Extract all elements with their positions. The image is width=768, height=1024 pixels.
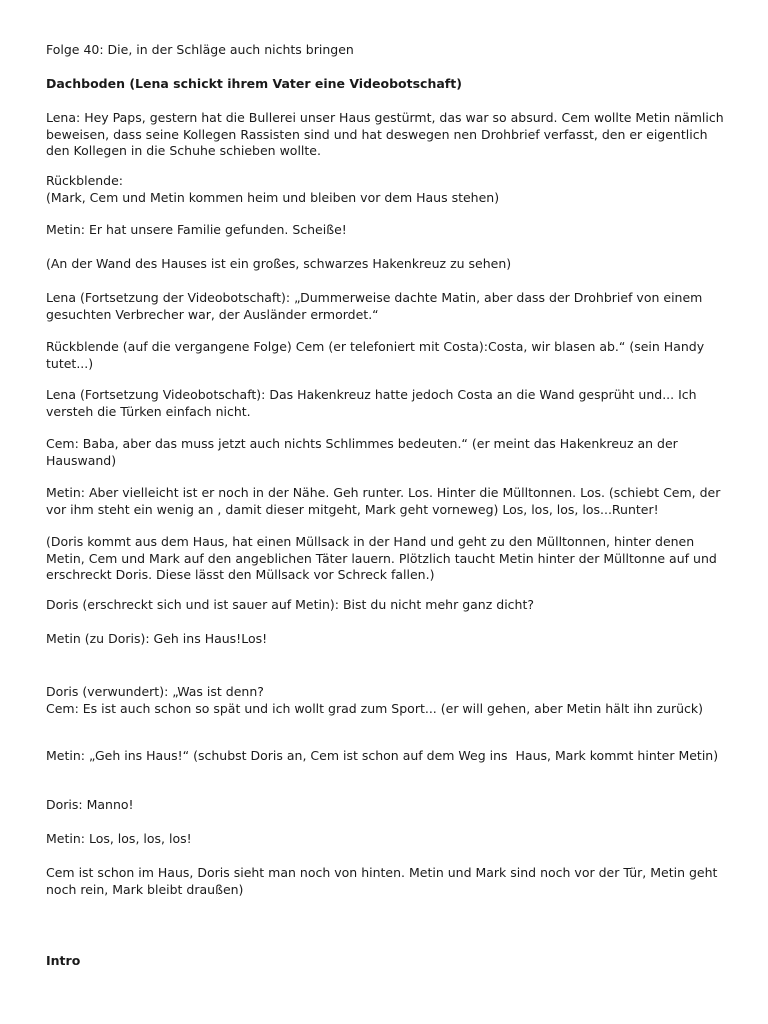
paragraph-doris-trash: (Doris kommt aus dem Haus, hat einen Müllsack in der Hand und geht zu den Mülltonnen, hinter denen Metin, Cem und Mark auf den angeblichen Täter lauern. Plötzlich taucht Metin hinter der Mülltonne auf und erschreckt Doris. Diese lässt den Müllsack vor Schreck fallen.) xyxy=(46,534,721,582)
paragraph-cem-baba: Cem: Baba, aber das muss jetzt auch nichts Schlimmes bedeuten.“ (er meint das Hakenkreuz an der Hauswand) xyxy=(46,436,682,468)
paragraph-metin-to-doris: Metin (zu Doris): Geh ins Haus!Los! xyxy=(46,631,268,646)
paragraph-lena-continuation-1: Lena (Fortsetzung der Videobotschaft): „Dummerweise dachte Matin, aber dass der Drohbrief von einem gesuchten Verbrecher war, der Ausländer ermordet.“ xyxy=(46,290,707,322)
paragraph-metin-geh-ins-haus: Metin: „Geh ins Haus!“ (schubst Doris an, Cem ist schon auf dem Weg ins Haus, Mark kommt hinter Metin) xyxy=(46,748,719,763)
paragraph-flashback-2: Rückblende (auf die vergangene Folge) Cem (er telefoniert mit Costa):Costa, wir blasen ab.“ (sein Handy tutet...) xyxy=(46,339,709,371)
paragraph-swastika-wall: (An der Wand des Hauses ist ein großes, schwarzes Hakenkreuz zu sehen) xyxy=(46,256,512,271)
paragraph-lena-continuation-2: Lena (Fortsetzung Videobotschaft): Das Hakenkreuz hatte jedoch Costa an die Wand gesprüht und... Ich versteh die Türken einfach nicht. xyxy=(46,387,701,419)
paragraph-metin-runter: Metin: Aber vielleicht ist er noch in der Nähe. Geh runter. Los. Hinter die Mülltonnen. Los. (schiebt Cem, der vor ihm steht ein wenig an , damit dieser mitgeht, Mark geht vorneweg) Los, los, los, los...Runter! xyxy=(46,485,725,517)
paragraph-doris-cem: Doris (verwundert): „Was ist denn? Cem: Es ist auch schon so spät und ich wollt grad zum Sport... (er will gehen, aber Metin hält ihn zurück) xyxy=(46,684,704,716)
paragraph-metin-family: Metin: Er hat unsere Familie gefunden. Scheiße! xyxy=(46,222,347,237)
paragraph-doris-manno: Doris: Manno! xyxy=(46,797,134,812)
paragraph-cem-im-haus: Cem ist schon im Haus, Doris sieht man noch von hinten. Metin und Mark sind noch vor der Tür, Metin geht noch rein, Mark bleibt draußen) xyxy=(46,865,722,897)
paragraph-lena-intro: Lena: Hey Paps, gestern hat die Bullerei unser Haus gestürmt, das war so absurd. Cem wollte Metin nämlich beweisen, dass seine Kollegen Rassisten sind und hat deswegen nen Drohbrief verfasst, den er eigentlich den Kollegen in die Schuhe schieben wollte. xyxy=(46,110,732,158)
scene-heading: Dachboden (Lena schickt ihrem Vater eine Videobotschaft) xyxy=(46,76,462,91)
episode-title: Folge 40: Die, in der Schläge auch nichts bringen xyxy=(46,42,354,57)
paragraph-flashback-1: Rückblende: (Mark, Cem und Metin kommen heim und bleiben vor dem Haus stehen) xyxy=(46,173,500,205)
paragraph-metin-los: Metin: Los, los, los, los! xyxy=(46,831,192,846)
closing-heading: Intro xyxy=(46,953,81,968)
paragraph-doris-angry: Doris (erschreckt sich und ist sauer auf Metin): Bist du nicht mehr ganz dicht? xyxy=(46,597,535,612)
